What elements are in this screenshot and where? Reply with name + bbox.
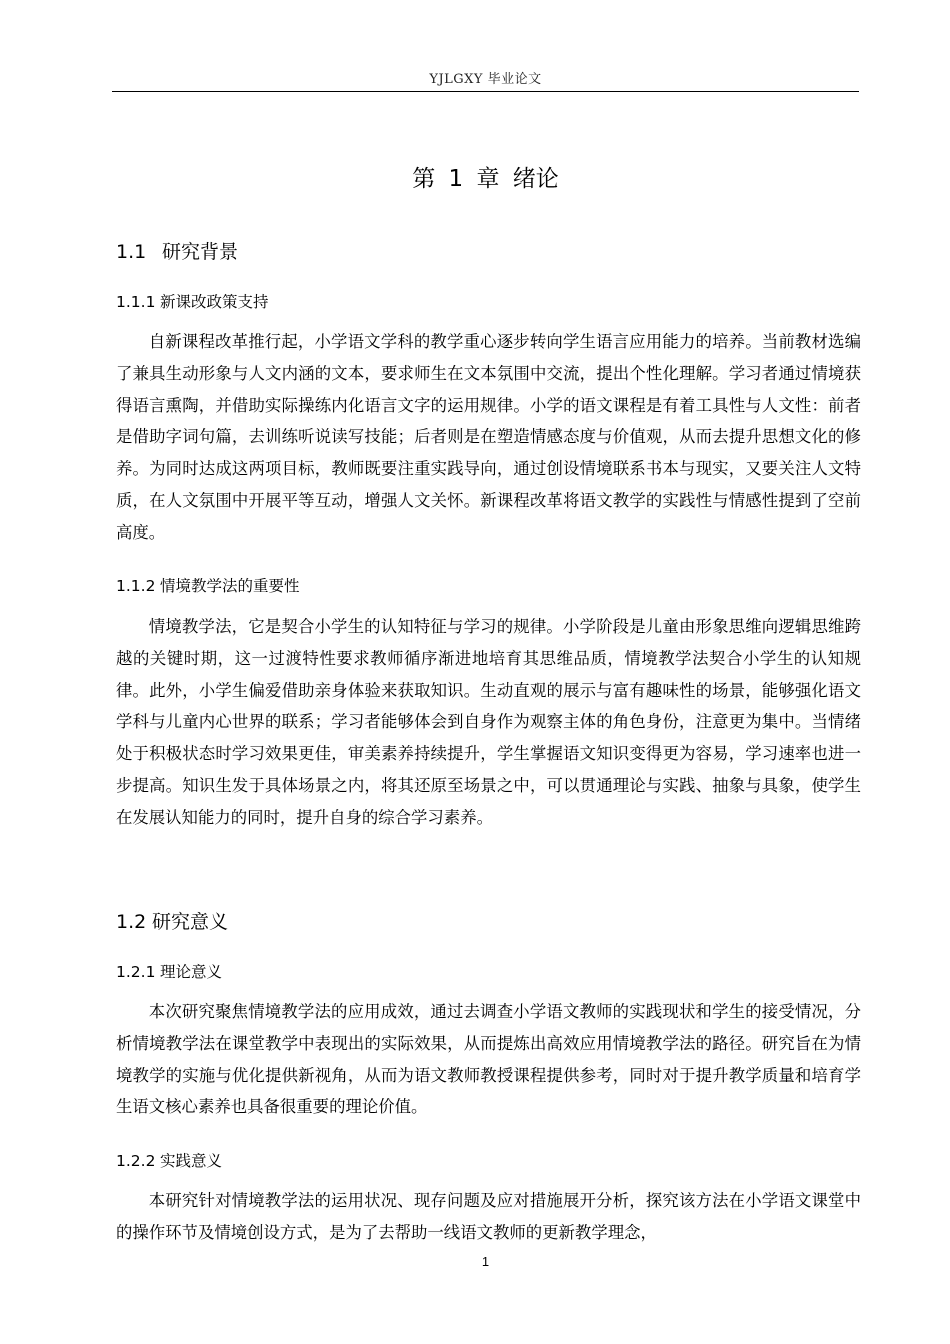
subsection-number: 1.2.1 — [116, 963, 156, 981]
subsection-title: 实践意义 — [160, 1152, 223, 1170]
subsection-title: 理论意义 — [160, 963, 223, 981]
subsection-title: 新课改政策支持 — [160, 293, 269, 311]
section-heading-1-2 — [116, 907, 228, 934]
subsection-heading-1-2-1 — [116, 960, 222, 982]
section-title: 研究意义 — [152, 911, 229, 933]
paragraph-1-1-2: 情境教学法，它是契合小学生的认知特征与学习的规律。小学阶段是儿童由形象思维向逻辑思维跨越的关键时期，这一过渡特性要求教师循序渐进地培育其思维品质，情境教学法契合小学生的认知规律。此外，小学生偏爱借助亲身体验来获取知识。生动直观的展示与富有趣味性的场景，能够强化语文学科与儿童内心世界的联系；学习者能够体会到自身作为观察主体的角色身份，注意更为集中。当情绪处于积极状态时学习效果更佳，审美素养持续提升，学生掌握语文知识变得更为容易，学习速率也进一步提高。知识生发于具体场景之内，将其还原至场景之中，可以贯通理论与实践、抽象与具象，使学生在发展认知能力的同时，提升自身的综合学习素养。 — [116, 617, 861, 827]
paragraph-1-2-1: 本次研究聚焦情境教学法的应用成效，通过去调查小学语文教师的实践现状和学生的接受情况，分析情境教学法在课堂教学中表现出的实际效果，从而提炼出高效应用情境教学法的路径。研究旨在为情境教学的实施与优化提供新视角，从而为语文教师教授课程提供参考，同时对于提升教学质量和培育学生语文核心素养也具备很重要的理论价值。 — [116, 1002, 861, 1117]
section-number: 1.2 — [116, 911, 147, 933]
chapter-title: 第 1 章 绪论 — [412, 166, 559, 192]
section-heading-1-1 — [116, 237, 238, 264]
paragraph-1-1-1: 自新课程改革推行起，小学语文学科的教学重心逐步转向学生语言应用能力的培养。当前教材选编了兼具生动形象与人文内涵的文本，要求师生在文本氛围中交流，提出个性化理解。学习者通过情境获得语言熏陶，并借助实际操练内化语言文字的运用规律。小学的语文课程是有着工具性与人文性：前者是借助字词句篇，去训练听说读写技能；后者则是在塑造情感态度与价值观，从而去提升思想文化的修养。为同时达成这两项目标，教师既要注重实践导向，通过创设情境联系书本与现实，又要关注人文特质，在人文氛围中开展平等互动，增强人文关怀。新课程改革将语文教学的实践性与情感性提到了空前高度。 — [116, 332, 861, 542]
subsection-title: 情境教学法的重要性 — [160, 577, 300, 595]
section-number: 1.1 — [116, 241, 147, 263]
running-header: YJLGXY 毕业论文 — [429, 72, 542, 87]
paragraph-1-2-2: 本研究针对情境教学法的运用状况、现存问题及应对措施展开分析，探究该方法在小学语文课堂中的操作环节及情境创设方式，是为了去帮助一线语文教师的更新教学理念， — [116, 1191, 861, 1242]
page-number: 1 — [481, 1254, 490, 1269]
subsection-heading-1-1-1 — [116, 290, 269, 312]
subsection-number: 1.1.1 — [116, 293, 156, 311]
subsection-number: 1.2.2 — [116, 1152, 156, 1170]
section-title: 研究背景 — [162, 241, 239, 263]
subsection-number: 1.1.2 — [116, 577, 156, 595]
subsection-heading-1-2-2 — [116, 1149, 222, 1171]
header-divider — [112, 91, 859, 92]
subsection-heading-1-1-2 — [116, 574, 300, 596]
